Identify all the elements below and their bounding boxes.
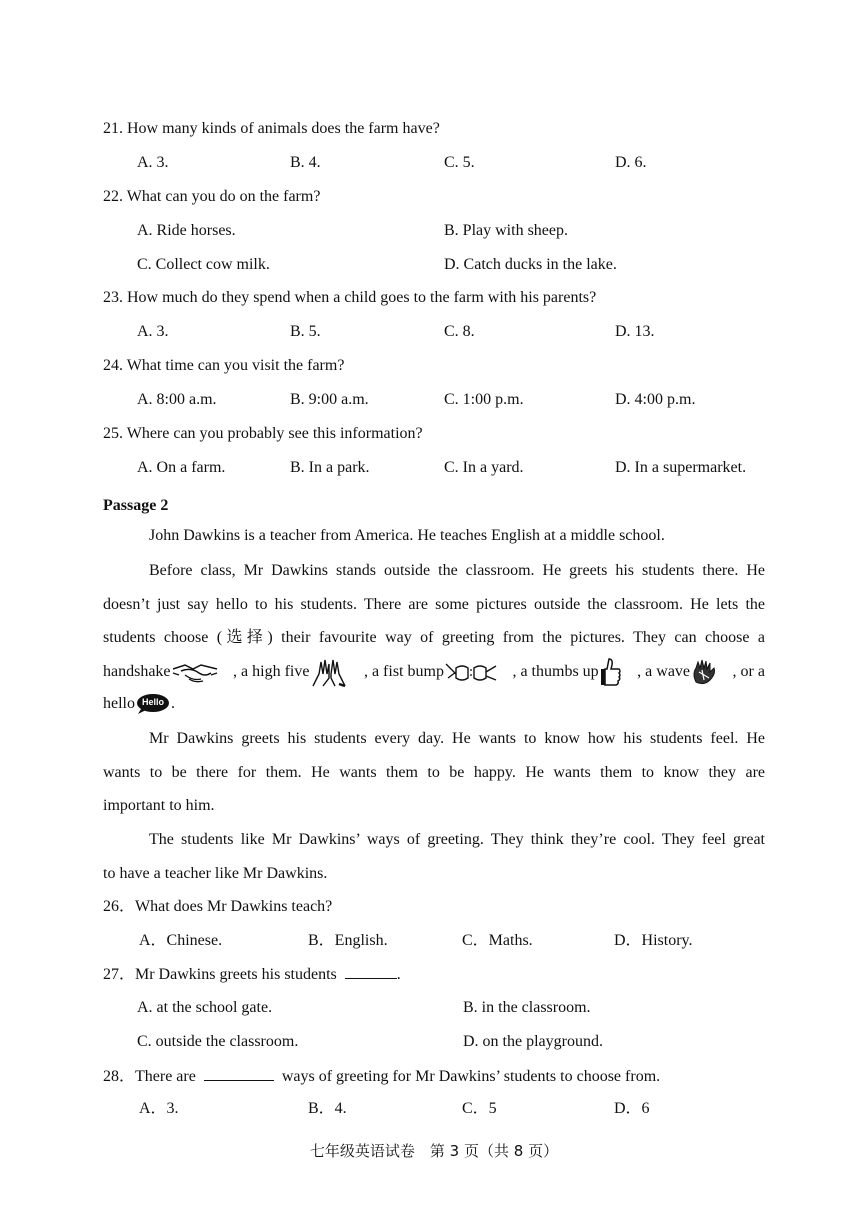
q24-option-d: D. 4:00 p.m. <box>615 391 696 408</box>
word-fist-bump: , a fist bump <box>363 663 444 680</box>
q28-option-b: B．4. <box>308 1100 347 1117</box>
passage-p2-line-4 <box>103 656 765 688</box>
q22-option-d: D. Catch ducks in the lake. <box>444 256 617 273</box>
hello-speech-bubble-icon <box>135 693 171 715</box>
word-high-five: , a high five <box>233 663 310 680</box>
question-28-stem <box>103 1066 660 1087</box>
q25-option-d: D. In a supermarket. <box>615 459 747 476</box>
passage-p3-line-2: wants to be there for them. He wants them to be happy. He wants them to know they are <box>103 764 765 781</box>
q28-stem-text: 28．There are <box>103 1068 196 1085</box>
q21-option-b: B. 4. <box>290 154 321 171</box>
q25-option-b: B. In a park. <box>290 459 370 476</box>
q26-option-c: C．Maths. <box>462 932 533 949</box>
thumbs-up-icon <box>599 657 623 687</box>
line-end-period: . <box>171 695 175 712</box>
q24-option-c: C. 1:00 p.m. <box>444 391 524 408</box>
handshake-icon <box>171 659 219 685</box>
q23-option-d: D. 13. <box>615 323 655 340</box>
question-24-stem: 24. What time can you visit the farm? <box>103 357 345 374</box>
q28-option-c: C．5 <box>462 1100 497 1117</box>
q25-option-c: C. In a yard. <box>444 459 524 476</box>
q23-option-c: C. 8. <box>444 323 475 340</box>
bubble-text: Hello <box>141 697 164 707</box>
fist-bump-group <box>364 658 498 686</box>
passage-p2-line-3: students choose (选择) their favourite way of greeting from the pictures. They can choose a <box>103 629 765 646</box>
word-wave: , a wave <box>637 663 691 680</box>
passage-p2-line-2: doesn’t just say hello to his students. There are some pictures outside the classroom. He lets the <box>103 596 765 613</box>
q24-option-b: B. 9:00 a.m. <box>290 391 369 408</box>
q28-option-d: D．6 <box>614 1100 650 1117</box>
passage-p4-line-2: to have a teacher like Mr Dawkins. <box>103 865 328 882</box>
q21-option-c: C. 5. <box>444 154 475 171</box>
q24-option-a: A. 8:00 a.m. <box>137 391 217 408</box>
passage-p2-line-5 <box>103 692 765 716</box>
thumbs-up-group <box>512 657 622 687</box>
q28-answer-blank[interactable] <box>204 1066 274 1081</box>
q21-option-d: D. 6. <box>615 154 647 171</box>
question-27-stem <box>103 964 401 985</box>
passage-p2-line-1: Before class, Mr Dawkins stands outside the classroom. He greets his students there. He <box>149 562 765 579</box>
q27-answer-blank[interactable] <box>345 964 397 979</box>
word-handshake: handshake <box>103 663 171 680</box>
page-footer: 七年级英语试卷 第 3 页（共 8 页） <box>309 1142 559 1160</box>
wave-group <box>637 658 718 686</box>
word-thumbs-up: , a thumbs up <box>512 663 599 680</box>
q27-stem-text: 27．Mr Dawkins greets his students <box>103 966 337 983</box>
passage-2-heading: Passage 2 <box>103 497 169 514</box>
q26-option-d: D．History. <box>614 932 693 949</box>
high-five-group <box>233 656 349 688</box>
word-hello: hello <box>103 695 135 712</box>
q27-option-b: B. in the classroom. <box>463 999 591 1016</box>
question-25-stem: 25. Where can you probably see this information? <box>103 425 423 442</box>
passage-p3-line-1: Mr Dawkins greets his students every day. He wants to know how his students feel. He <box>149 730 765 747</box>
wave-icon <box>690 658 718 686</box>
question-22-stem: 22. What can you do on the farm? <box>103 188 321 205</box>
q22-option-a: A. Ride horses. <box>137 222 236 239</box>
question-26-stem: 26．What does Mr Dawkins teach? <box>103 898 333 915</box>
q27-option-a: A. at the school gate. <box>137 999 273 1016</box>
q23-option-a: A. 3. <box>137 323 169 340</box>
passage-paragraph-1: John Dawkins is a teacher from America. He teaches English at a middle school. <box>149 527 665 544</box>
q22-option-c: C. Collect cow milk. <box>137 256 270 273</box>
q28-option-a: A．3. <box>139 1100 179 1117</box>
handshake-group <box>103 659 219 685</box>
question-21-stem: 21. How many kinds of animals does the farm have? <box>103 120 440 137</box>
q27-option-c: C. outside the classroom. <box>137 1033 299 1050</box>
q26-option-a: A．Chinese. <box>139 932 223 949</box>
q28-stem-end: ways of greeting for Mr Dawkins’ students to choose from. <box>281 1068 661 1085</box>
high-five-icon <box>309 656 349 688</box>
fist-bump-icon <box>444 658 498 686</box>
q27-stem-end: . <box>396 966 401 983</box>
q23-option-b: B. 5. <box>290 323 321 340</box>
q22-option-b: B. Play with sheep. <box>444 222 568 239</box>
q27-option-d: D. on the playground. <box>463 1033 603 1050</box>
passage-p3-line-3: important to him. <box>103 797 215 814</box>
q26-option-b: B．English. <box>308 932 388 949</box>
word-or-a: , or a <box>732 663 765 680</box>
passage-p4-line-1: The students like Mr Dawkins’ ways of greeting. They think they’re cool. They feel great <box>149 831 765 848</box>
question-23-stem: 23. How much do they spend when a child goes to the farm with his parents? <box>103 289 597 306</box>
q25-option-a: A. On a farm. <box>137 459 226 476</box>
q21-option-a: A. 3. <box>137 154 169 171</box>
